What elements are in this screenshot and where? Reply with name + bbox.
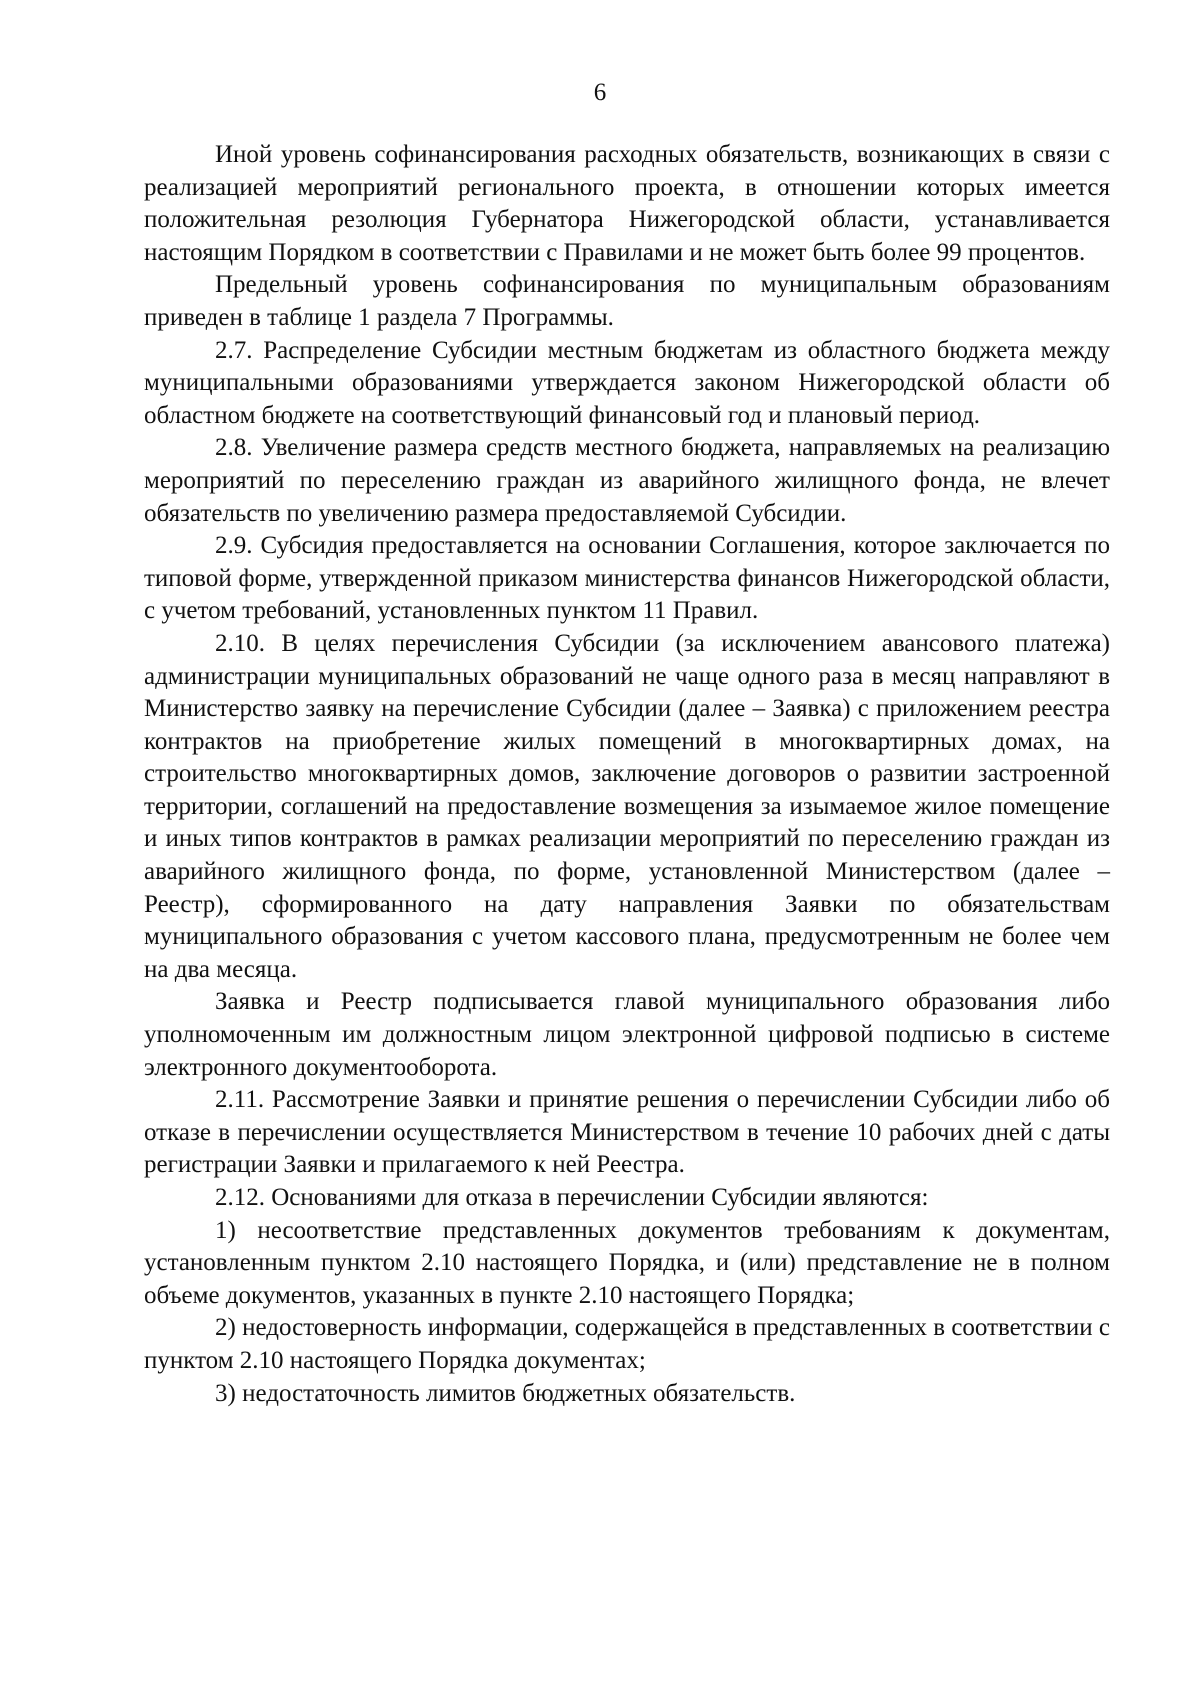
- paragraph-max-cofinancing: Предельный уровень софинансирования по муниципальным образованиям приведен в таблице 1 раздела 7 Программы.: [144, 271, 1110, 331]
- paragraph-2-10: 2.10. В целях перечисления Субсидии (за исключением авансового платежа) администрации муниципальных образований не чаще одного раза в месяц направляют в Министерство заявку на перечисление Субсидии (далее – Заявка) с приложением реестра контрактов на приобретение жилых помещений в многоквартирных домах, на строительство многоквартирных домов, заключение договоров о развитии застроенной территории, соглашений на предоставление возмещения за изымаемое жилое помещение и иных типов контрактов в рамках реализации мероприятий по переселению граждан из аварийного жилищного фонда, по форме, установленной Министерством (далее – Реестр), сформированного на дату направления Заявки по обязательствам муниципального образования с учетом кассового плана, предусмотренным не более чем на два месяца.: [144, 629, 1110, 983]
- page-number: 6: [593, 79, 607, 106]
- paragraph-cofinancing-level: Иной уровень софинансирования расходных обязательств, возникающих в связи с реализацией мероприятий регионального проекта, в отношении которых имеется положительная резолюция Губернатора Нижегородской области, устанавливается настоящим Порядком в соответствии с Правилами и не может быть более 99 процентов.: [144, 141, 1110, 266]
- paragraph-2-9: 2.9. Субсидия предоставляется на основании Соглашения, которое заключается по типовой форме, утвержденной приказом министерства финансов Нижегородской области, с учетом требований, установленных пунктом 11 Правил.: [144, 532, 1110, 625]
- paragraph-application-signing: Заявка и Реестр подписывается главой муниципального образования либо уполномоченным им должностным лицом электронной цифровой подписью в системе электронного документооборота.: [144, 988, 1110, 1081]
- list-item-refusal-2: 2) недостоверность информации, содержащейся в представленных в соответствии с пунктом 2.10 настоящего Порядка документах;: [144, 1314, 1110, 1374]
- paragraph-2-11: 2.11. Рассмотрение Заявки и принятие решения о перечислении Субсидии либо об отказе в перечислении осуществляется Министерством в течение 10 рабочих дней с даты регистрации Заявки и прилагаемого к ней Реестра.: [144, 1086, 1110, 1179]
- paragraph-2-12: 2.12. Основаниями для отказа в перечислении Субсидии являются:: [215, 1184, 929, 1211]
- document-body: [144, 139, 1110, 1410]
- list-item-refusal-3: 3) недостаточность лимитов бюджетных обязательств.: [215, 1379, 796, 1407]
- list-item-refusal-1: 1) несоответствие представленных документов требованиям к документам, установленным пунктом 2.10 настоящего Порядка, и (или) представление не в полном объеме документов, указанных в пункте 2.10 настоящего Порядка;: [144, 1216, 1110, 1309]
- paragraph-2-8: 2.8. Увеличение размера средств местного бюджета, направляемых на реализацию мероприятий по переселению граждан из аварийного жилищного фонда, не влечет обязательств по увеличению размера предоставляемой Субсидии.: [144, 434, 1110, 527]
- paragraph-2-7: 2.7. Распределение Субсидии местным бюджетам из областного бюджета между муниципальными образованиями утверждается законом Нижегородской области об областном бюджете на соответствующий финансовый год и плановый период.: [144, 336, 1110, 429]
